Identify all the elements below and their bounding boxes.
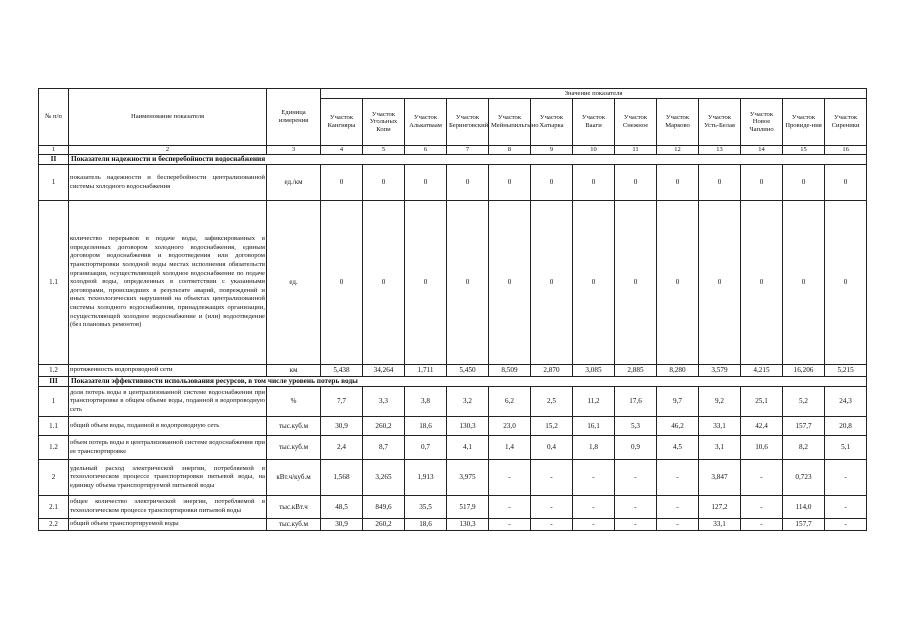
value-cell: 8,509 xyxy=(489,365,531,377)
section-number: II xyxy=(39,155,69,165)
district-header: Участок Мейныпильгыно xyxy=(489,99,531,146)
value-cell: 0 xyxy=(531,165,573,201)
value-cell: 0,9 xyxy=(615,436,657,460)
value-cell: 0 xyxy=(825,201,867,365)
value-cell: 2,4 xyxy=(321,436,363,460)
indicator-name: показатель надежности и бесперебойности централизованной системы холодного водоснабжения xyxy=(69,165,267,201)
value-cell: 157,7 xyxy=(783,417,825,436)
value-cell: 8,7 xyxy=(363,436,405,460)
value-cell: - xyxy=(825,519,867,531)
section-number: III xyxy=(39,377,69,387)
value-cell: - xyxy=(741,460,783,496)
value-cell: - xyxy=(573,460,615,496)
table-row xyxy=(39,460,867,496)
column-number: 11 xyxy=(615,146,657,155)
value-cell: 25,1 xyxy=(741,387,783,417)
value-cell: 30,9 xyxy=(321,417,363,436)
value-cell: 5,2 xyxy=(783,387,825,417)
value-cell: 130,3 xyxy=(447,417,489,436)
column-number: 8 xyxy=(489,146,531,155)
value-cell: 0 xyxy=(321,201,363,365)
indicator-name: общий объем транспортируемой воды xyxy=(69,519,267,531)
col-name-header: Наименование показателя xyxy=(69,89,267,146)
column-number: 14 xyxy=(741,146,783,155)
value-cell: 5,1 xyxy=(825,436,867,460)
indicator-name: удельный расход электрической энергии, потребляемой в технологическом процессе транспортировки питьевой воды, на единицу объема транспортируемой питьевой воды xyxy=(69,460,267,496)
value-cell: 0 xyxy=(363,201,405,365)
value-cell: 0 xyxy=(573,201,615,365)
value-cell: 16,1 xyxy=(573,417,615,436)
value-cell: 4,215 xyxy=(741,365,783,377)
value-cell: 33,1 xyxy=(699,519,741,531)
value-cell: 30,9 xyxy=(321,519,363,531)
value-cell: 5,215 xyxy=(825,365,867,377)
value-cell: - xyxy=(573,496,615,519)
unit-cell: км xyxy=(267,365,321,377)
table-row xyxy=(39,519,867,531)
column-number: 12 xyxy=(657,146,699,155)
value-cell: 0 xyxy=(783,201,825,365)
district-header: Участок Провиде-ния xyxy=(783,99,825,146)
value-cell: 3,265 xyxy=(363,460,405,496)
value-cell: 8,2 xyxy=(783,436,825,460)
column-number: 9 xyxy=(531,146,573,155)
column-number: 10 xyxy=(573,146,615,155)
value-cell: 0 xyxy=(405,165,447,201)
value-cell: 1,913 xyxy=(405,460,447,496)
indicator-name: общее количество электрической энергии, потребляемой в технологическом процессе транспортировки питьевой воды xyxy=(69,496,267,519)
row-number: 1 xyxy=(39,387,69,417)
row-number: 1.1 xyxy=(39,417,69,436)
value-cell: - xyxy=(531,496,573,519)
value-cell: 34,264 xyxy=(363,365,405,377)
value-cell: 517,9 xyxy=(447,496,489,519)
value-cell: 114,0 xyxy=(783,496,825,519)
table-row xyxy=(39,417,867,436)
indicator-name: протяженность водопроводной сети xyxy=(69,365,267,377)
row-number: 2 xyxy=(39,460,69,496)
value-cell: 0 xyxy=(405,201,447,365)
value-cell: 0 xyxy=(657,165,699,201)
district-header: Участок Марково xyxy=(657,99,699,146)
column-number: 16 xyxy=(825,146,867,155)
unit-cell: ед. xyxy=(267,201,321,365)
value-cell: 260,2 xyxy=(363,417,405,436)
value-cell: 1,711 xyxy=(405,365,447,377)
value-cell: 7,7 xyxy=(321,387,363,417)
value-cell: 18,6 xyxy=(405,519,447,531)
table-row xyxy=(39,436,867,460)
value-cell: 1,8 xyxy=(573,436,615,460)
table-row xyxy=(39,365,867,377)
table-row xyxy=(39,496,867,519)
district-header: Участок Снежное xyxy=(615,99,657,146)
value-cell: 48,5 xyxy=(321,496,363,519)
unit-cell: тыс.кВт.ч xyxy=(267,496,321,519)
value-cell: - xyxy=(741,496,783,519)
value-cell: - xyxy=(825,460,867,496)
value-cell: 0 xyxy=(489,165,531,201)
value-cell: 0 xyxy=(657,201,699,365)
value-cell: 5,3 xyxy=(615,417,657,436)
value-cell: 0,4 xyxy=(531,436,573,460)
indicators-table xyxy=(38,88,867,531)
district-header: Участок Беринговский xyxy=(447,99,489,146)
value-cell: - xyxy=(615,460,657,496)
value-cell: 0 xyxy=(741,201,783,365)
column-number: 13 xyxy=(699,146,741,155)
district-header: Участок Алькатваам xyxy=(405,99,447,146)
table-row xyxy=(39,201,867,365)
value-cell: - xyxy=(531,460,573,496)
value-cell: 3,8 xyxy=(405,387,447,417)
value-cell: 3,847 xyxy=(699,460,741,496)
column-number: 7 xyxy=(447,146,489,155)
indicator-name: доля потерь воды в централизованной системе водоснабжения при транспортировке в общем объеме воды, поданной в водопроводную сеть xyxy=(69,387,267,417)
value-cell: 0 xyxy=(573,165,615,201)
row-number: 2.2 xyxy=(39,519,69,531)
value-cell: 1,4 xyxy=(489,436,531,460)
value-cell: - xyxy=(615,496,657,519)
value-cell: 0 xyxy=(741,165,783,201)
column-number: 3 xyxy=(267,146,321,155)
value-cell: 3,1 xyxy=(699,436,741,460)
district-header: Участок Вааги xyxy=(573,99,615,146)
indicator-name: общий объем воды, поданной в водопроводную сеть xyxy=(69,417,267,436)
value-cell: - xyxy=(573,519,615,531)
value-cell: 0 xyxy=(321,165,363,201)
value-cell: - xyxy=(531,519,573,531)
value-cell: 0 xyxy=(447,201,489,365)
section-row xyxy=(39,155,867,165)
row-number: 1.1 xyxy=(39,201,69,365)
row-number: 1 xyxy=(39,165,69,201)
unit-cell: тыс.куб.м xyxy=(267,417,321,436)
value-cell: 35,5 xyxy=(405,496,447,519)
value-cell: 23,0 xyxy=(489,417,531,436)
column-number-row xyxy=(39,146,867,155)
value-cell: 260,2 xyxy=(363,519,405,531)
indicator-name: объем потерь воды в централизованной системе водоснабжения при ее транспортировке xyxy=(69,436,267,460)
value-cell: 4,1 xyxy=(447,436,489,460)
value-cell: 5,450 xyxy=(447,365,489,377)
value-cell: 15,2 xyxy=(531,417,573,436)
district-header: Участок Усть-Белая xyxy=(699,99,741,146)
column-number: 1 xyxy=(39,146,69,155)
value-cell: 0 xyxy=(699,165,741,201)
value-cell: 0 xyxy=(531,201,573,365)
row-number: 2.1 xyxy=(39,496,69,519)
value-cell: 8,280 xyxy=(657,365,699,377)
value-cell: - xyxy=(825,496,867,519)
table-row xyxy=(39,165,867,201)
value-cell: 6,2 xyxy=(489,387,531,417)
row-number: 1.2 xyxy=(39,365,69,377)
column-number: 4 xyxy=(321,146,363,155)
value-cell: 0 xyxy=(783,165,825,201)
district-header: Участок Хатырка xyxy=(531,99,573,146)
unit-cell: тыс.куб.м xyxy=(267,436,321,460)
value-cell: 0 xyxy=(615,201,657,365)
value-cell: 9,2 xyxy=(699,387,741,417)
value-cell: 42,4 xyxy=(741,417,783,436)
column-number: 5 xyxy=(363,146,405,155)
unit-cell: ед./км xyxy=(267,165,321,201)
value-cell: 0,723 xyxy=(783,460,825,496)
value-cell: 5,438 xyxy=(321,365,363,377)
value-cell: 127,2 xyxy=(699,496,741,519)
value-cell: 0 xyxy=(825,165,867,201)
column-number: 2 xyxy=(69,146,267,155)
value-cell: 2,885 xyxy=(615,365,657,377)
value-cell: 1,568 xyxy=(321,460,363,496)
value-cell: 0 xyxy=(447,165,489,201)
value-cell: - xyxy=(657,460,699,496)
col-unit-header: Единица измерения xyxy=(267,89,321,146)
value-cell: 0 xyxy=(699,201,741,365)
value-cell: 0 xyxy=(615,165,657,201)
value-cell: 3,085 xyxy=(573,365,615,377)
value-cell: 10,6 xyxy=(741,436,783,460)
value-cell: 3,579 xyxy=(699,365,741,377)
value-cell: - xyxy=(489,496,531,519)
value-cell: 3,975 xyxy=(447,460,489,496)
value-cell: 3,2 xyxy=(447,387,489,417)
value-cell: 16,206 xyxy=(783,365,825,377)
value-cell: - xyxy=(489,519,531,531)
column-number: 6 xyxy=(405,146,447,155)
value-cell: 9,7 xyxy=(657,387,699,417)
value-cell: 46,2 xyxy=(657,417,699,436)
section-row xyxy=(39,377,867,387)
value-cell: 18,6 xyxy=(405,417,447,436)
district-header: Участок Сиреники xyxy=(825,99,867,146)
values-group-header: Значение показателя xyxy=(321,89,867,99)
district-header: Участок Угольных Копи xyxy=(363,99,405,146)
unit-cell: кВт.ч/куб.м xyxy=(267,460,321,496)
indicator-name: количество перерывов в подаче воды, зафиксированных в определенных договором холодного водоснабжения, единым договором водоснабжения и водоотведения или договором транспортировки холодной воды местах исполнения обязательств организации, осуществляющей холодное водоснабжение по подаче холодной воды, определенных в соответствии с указанными договорами, происшедших в результате аварий, повреждений и иных технологических нарушений на объектах централизованной системы холодного водоснабжения, принадлежащих организации, осуществляющей холодное водоснабжение и (или) водоотведение (без плановых ремонтов) xyxy=(69,201,267,365)
value-cell: 0 xyxy=(489,201,531,365)
column-number: 15 xyxy=(783,146,825,155)
col-no-header: № п/п xyxy=(39,89,69,146)
row-number: 1.2 xyxy=(39,436,69,460)
value-cell: 2,5 xyxy=(531,387,573,417)
value-cell: - xyxy=(657,519,699,531)
value-cell: 33,1 xyxy=(699,417,741,436)
value-cell: - xyxy=(741,519,783,531)
value-cell: 0,7 xyxy=(405,436,447,460)
value-cell: 24,3 xyxy=(825,387,867,417)
value-cell: 4,5 xyxy=(657,436,699,460)
value-cell: 3,3 xyxy=(363,387,405,417)
value-cell: - xyxy=(489,460,531,496)
value-cell: 0 xyxy=(363,165,405,201)
district-header: Участок Кангияры xyxy=(321,99,363,146)
unit-cell: тыс.куб.м xyxy=(267,519,321,531)
value-cell: 130,3 xyxy=(447,519,489,531)
value-cell: 157,7 xyxy=(783,519,825,531)
section-title: Показатели надежности и бесперебойности водоснабжения xyxy=(69,155,867,165)
value-cell: 849,6 xyxy=(363,496,405,519)
value-cell: 2,870 xyxy=(531,365,573,377)
value-cell: - xyxy=(657,496,699,519)
header-row-1 xyxy=(39,89,867,99)
section-title: Показатели эффективности использования ресурсов, в том числе уровень потерь воды xyxy=(69,377,867,387)
table-row xyxy=(39,387,867,417)
value-cell: 20,8 xyxy=(825,417,867,436)
value-cell: 11,2 xyxy=(573,387,615,417)
value-cell: 17,6 xyxy=(615,387,657,417)
district-header: Участок Новое Чаплино xyxy=(741,99,783,146)
value-cell: - xyxy=(615,519,657,531)
unit-cell: % xyxy=(267,387,321,417)
